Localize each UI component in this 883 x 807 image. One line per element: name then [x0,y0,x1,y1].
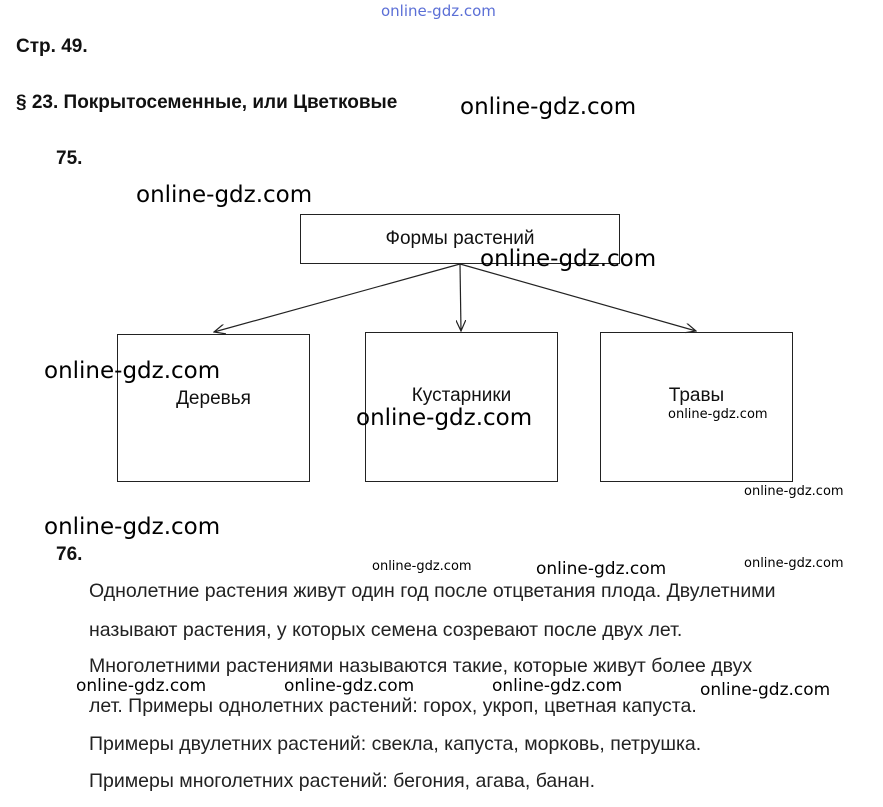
watermark: online-gdz.com [480,246,657,272]
watermark: online-gdz.com [460,94,637,120]
section-title: § 23. Покрытосеменные, или Цветковые [16,92,398,113]
answer-line: называют растения, у которых семена созревают после двух лет. [89,619,683,641]
task-75-number: 75. [56,148,83,169]
watermark: online-gdz.com [744,484,844,499]
watermark: online-gdz.com [744,556,844,571]
watermark: online-gdz.com [356,405,533,431]
watermark: online-gdz.com [372,559,472,574]
watermark: online-gdz.com [492,676,623,696]
diagram-root-label: Формы растений [385,228,535,249]
task-76-number: 76. [56,544,83,565]
watermark: online-gdz.com [668,407,768,422]
diagram-child-label: Деревья [176,388,251,409]
watermark: online-gdz.com [136,182,313,208]
answer-line: лет. Примеры однолетних растений: горох, укроп, цветная капуста. [89,695,697,717]
arrow-to-shrubs [460,264,461,331]
watermark: online-gdz.com [536,559,667,579]
watermark: online-gdz.com [44,358,221,384]
answer-line: Примеры многолетних растений: бегония, агава, банан. [89,770,596,792]
watermark: online-gdz.com [76,676,207,696]
watermark-top: online-gdz.com [381,2,496,20]
diagram-child-box-trees [117,334,310,482]
diagram-child-label: Травы [668,385,725,406]
arrow-to-trees [214,264,460,332]
watermark: online-gdz.com [284,676,415,696]
watermark: online-gdz.com [44,514,221,540]
arrow-to-herbs [460,264,696,331]
page-ref: Стр. 49. [16,36,88,57]
answer-line: Однолетние растения живут один год после отцветания плода. Двулетними [89,580,776,602]
diagram-child-label: Кустарники [411,385,512,406]
watermark: online-gdz.com [700,680,831,700]
answer-line: Многолетними растениями называются такие, которые живут более двух [89,655,753,677]
answer-line: Примеры двулетних растений: свекла, капуста, морковь, петрушка. [89,733,702,755]
